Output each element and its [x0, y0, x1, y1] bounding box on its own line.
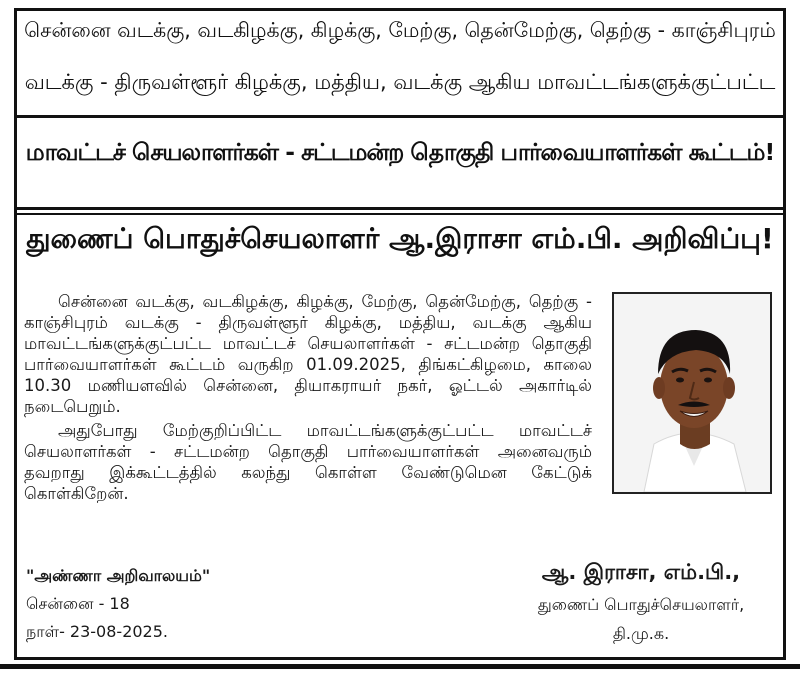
header-divider [17, 115, 783, 118]
title-divider-double [17, 213, 783, 215]
city: சென்னை - 18 [26, 594, 130, 613]
signatory-name: ஆ. இராசா, எம்.பி., [541, 560, 741, 584]
signatory-title: துணைப் பொதுச்செயலாளர், [537, 595, 745, 614]
notice-date: நாள்- 23-08-2025. [26, 622, 168, 641]
body-paragraph-2: அதுபோது மேற்குறிப்பிட்ட மாவட்டங்களுக்குட்பட்ட மாவட்டச் செயலாளர்கள் - சட்டமன்ற தொகுதி பார்வையாளர்கள் அனைவரும் தவறாது இக்கூட்டத்தில் கலந்து கொள்ள வேண்டுமென கேட்டுக் கொள்கிறேன். [24, 421, 592, 503]
header-line-2: வடக்கு - திருவள்ளூர் கிழக்கு, மத்திய, வடக்கு ஆகிய மாவட்டங்களுக்குட்பட்ட [24, 70, 776, 94]
place-name: "அண்ணா அறிவாலயம்" [26, 566, 211, 585]
notice-subtitle: துணைப் பொதுச்செயலாளர் ஆ.இராசா எம்.பி. அறிவிப்பு! [26, 222, 774, 255]
notice-title: மாவட்டச் செயலாளர்கள் - சட்டமன்ற தொகுதி பார்வையாளர்கள் கூட்டம்! [25, 138, 775, 166]
notice-body [24, 291, 592, 504]
bottom-rule [0, 664, 800, 669]
body-paragraph-1: சென்னை வடக்கு, வடகிழக்கு, கிழக்கு, மேற்கு, தென்மேற்கு, தெற்கு - காஞ்சிபுரம் வடக்கு - திருவள்ளூர் கிழக்கு, மத்திய, வடக்கு ஆகிய மாவட்டங்களுக்குட்பட்ட மாவட்டச் செயலாளர்கள் - சட்டமன்ற தொகுதி பார்வையாளர்கள் கூட்டம் வருகிற 01.09.2025, திங்கட்கிழமை, காலை 10.30 மணியளவில் சென்னை, தியாகராயர் நகர், ஓட்டல் அகார்டில் நடைபெறும். [24, 292, 592, 416]
title-divider [17, 207, 783, 210]
header-line-1: சென்னை வடக்கு, வடகிழக்கு, கிழக்கு, மேற்கு, தென்மேற்கு, தெற்கு - காஞ்சிபுரம் [24, 18, 776, 42]
portrait-photo [612, 292, 772, 494]
portrait-icon [614, 294, 770, 492]
party-name: தி.மு.க. [612, 624, 670, 643]
